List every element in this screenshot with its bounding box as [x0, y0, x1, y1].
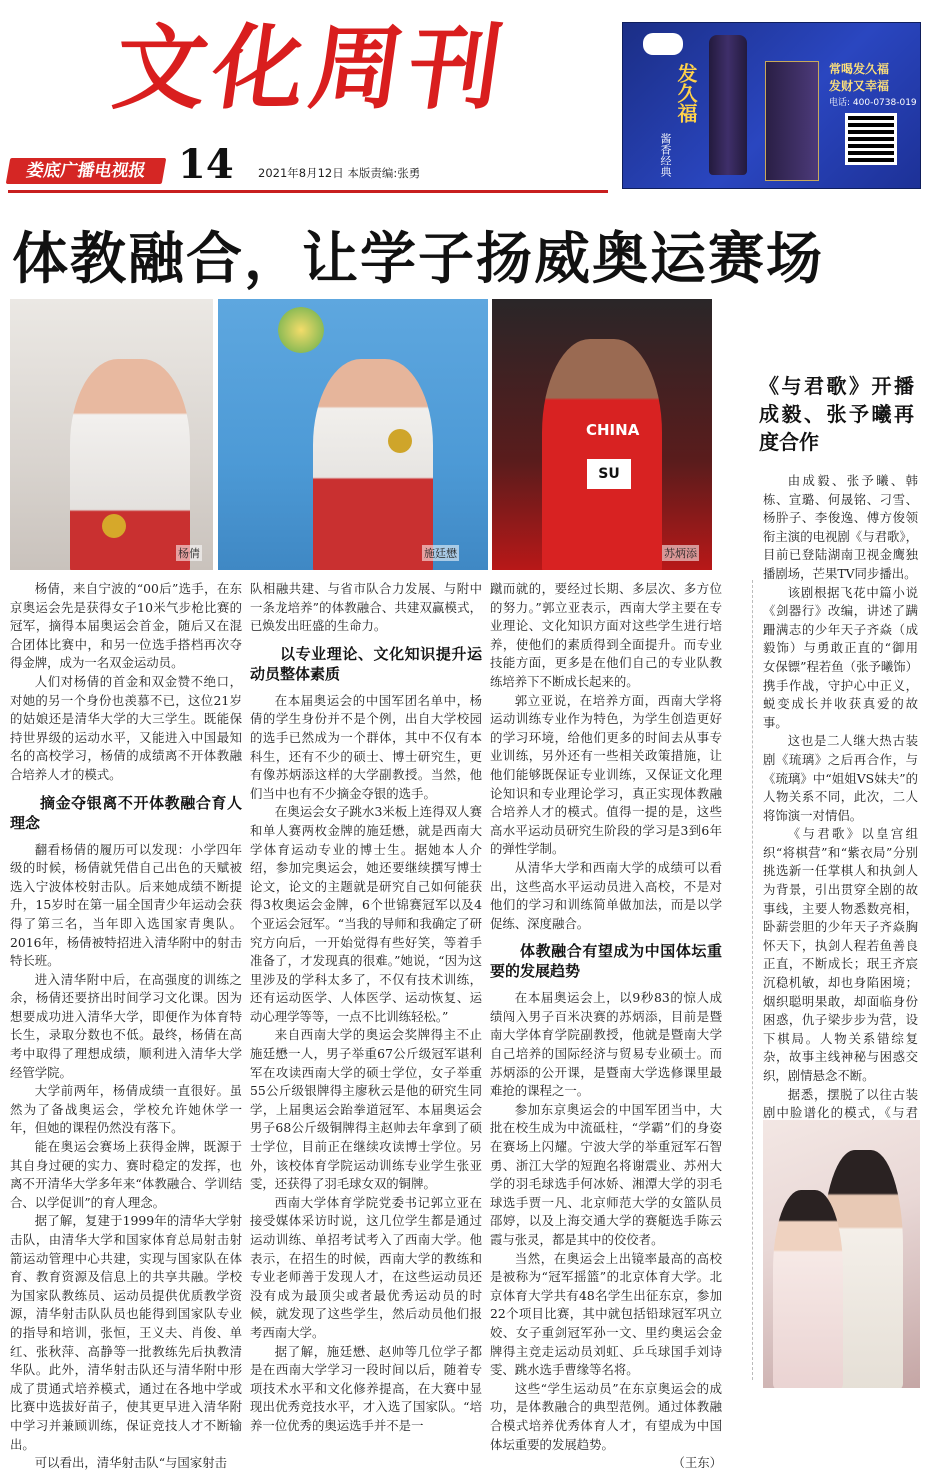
paragraph: 来自西南大学的奥运会奖牌得主不止施廷懋一人，男子举重67公斤级冠军谌利军在攻读西南大学的硕士学位，女子举重55公斤级银牌得主廖秋云是他的研究生同学，上届奥运会跆拳道冠军、本届奥运会男子68公斤级铜牌得主赵帅去年拿到了硕士学位，目前正在继续攻读博士学位。另外，该校体育学院运动训练专业学生张亚雯，还获得了羽毛球女双的铜牌。: [250, 1027, 482, 1192]
side-article-title: 《与君歌》开播 成毅、张予曦再度合作: [759, 374, 914, 454]
paragraph: 在奥运会女子跳水3米板上连得双人赛和单人赛两枚金牌的施廷懋，就是西南大学体育运动专业的博士生。据她本人介绍，参加完奥运会，她还要继续撰写博士论文，论文的主题就是研究自己如何能获得3枚奥运会金牌，6个世锦赛冠军以及4个亚运会冠军。“当我的导师和我确定了研究方向后，一开始觉得有些好笑，等着手准备了，才发现真的很难。”她说，“因为这里涉及的学科太多了，不仅有技术训练，还有运动医学、人体医学、运动恢复、运动心理学等等，一点不比训练轻松。”: [250, 804, 482, 1024]
paragraph: 该剧根据飞花中篇小说《剑器行》改编，讲述了蹒跚满志的少年天子齐焱（成毅饰）与勇敢正直的“御用女保镖”程若鱼（张予曦饰）携手作战，守护心中正义，蜕变成长并收获真爱的故事。: [763, 584, 919, 730]
section-heading-text: 体教融合有望成为中国体坛重要的发展趋势: [490, 942, 722, 981]
athlete-figure-icon: [70, 359, 190, 570]
photo-su-bingtian: [492, 299, 712, 570]
article-column-2: [250, 580, 482, 1436]
paragraph: 能在奥运会赛场上获得金牌，既源于其自身过硬的实力、赛时稳定的发挥，也离不开清华大学多年来“体教融合、学训结合、以学促训”的育人理念。: [10, 1139, 242, 1210]
athlete-figure-icon: [313, 359, 433, 570]
paragraph: 从清华大学和西南大学的成绩可以看出，这些高水平运动员进入高校，不是对他们的学习和训练简单做加法，而是以学促练、深度融合。: [490, 859, 722, 931]
ad-sub: 酱香经典: [659, 133, 672, 177]
paragraph: 当然，在奥运会上出镜率最高的高校是被称为“冠军摇篮”的北京体育大学。北京体育大学共有48名学生出征东京，参加22个项目比赛，其中就包括铅球冠军巩立姣、女子重剑冠军孙一文、里约奥运会金牌得主竞走运动员刘虹、乒乓球国手刘诗雯、跳水选手曹缘等名将。: [490, 1250, 722, 1378]
column-divider: [752, 580, 753, 1380]
section-heading: [10, 793, 242, 833]
article-column-1: [10, 580, 242, 1473]
photo-caption-1: 杨倩: [178, 547, 200, 560]
bib-number: SU: [587, 459, 631, 489]
ad-brand: 发久福: [674, 63, 698, 123]
paragraph: 郭立亚说，在培养方面，西南大学将运动训练专业作为特色，为学生创造更好的学习环境，给他们更多的时间去从事专业训练，另外还有一些相关政策措施，让他们能够既保证专业训练，又保证文化理论知识和专业理论学习，真正实现体教融合培养人才的模式。值得一提的是，这些高水平运动员研究生阶段的学习是3到6年的弹性学制。: [490, 692, 722, 857]
ad-phone: 电话: 400-0738-019: [829, 98, 917, 108]
masthead-title: 文化周刊: [107, 15, 515, 122]
medal-icon: [102, 514, 126, 538]
paragraph: 《与君歌》以皇宫组织“将棋营”和“紫衣局”分别挑选新一任掌棋人和执剑人为背景，引出贯穿全剧的故事线，主要人物悉数亮相，卧薪尝胆的少年天子齐焱胸怀天下，执剑人程若鱼善良正直，不断成长；珉王齐宸沉稳机敏，却也身陷困境；烟织聪明果敢，却面临身份困惑，仇子梁步步为营，设下棋局。人物关系错综复杂，故事主线神秘与困惑交织，剧情悬念不断。: [763, 826, 918, 1083]
drama-still-photo: [763, 1120, 920, 1388]
paragraph: 参加东京奥运会的中国军团当中，大批在校生成为中流砥柱，“学霸”们的身姿在赛场上闪耀。宁波大学的举重冠军石智勇、浙江大学的短跑名将谢震业、苏州大学的羽毛球选手何冰娇、湘潭大学的羽毛球选手贾一凡、北京师范大学的女篮队员邵婷，以及上海交通大学的赛艇选手陈云霞与张灵，都是其中的佼佼者。: [490, 1101, 722, 1247]
paragraph: 蹴而就的，要经过长期、多层次、多方位的努力。”郭立亚表示，西南大学主要在专业理论、文化知识方面对这些学生进行培养，使他们的素质得到全面提升。而专业技能方面，更多是在他们自己的专业队教练培养下不断成长起来的。: [490, 581, 722, 689]
paragraph: 据了解，施廷懋、赵帅等几位学子都是在西南大学学习一段时间以后，随着专项技术水平和文化修养提高，在大赛中显现出优秀竞技水平，才入选了国家队。“培养一位优秀的奥运选手并不是一: [250, 1343, 482, 1433]
paragraph: 据了解，复建于1999年的清华大学射击队，由清华大学和国家体育总局射击射箭运动管理中心共建，实现与国家队在体育、教育资源及信息上的共享共融。学校为国家队教练员、运动员提供优质教学资源，清华射击队队员也能得到国家队专业的指导和培训，张恒，王义夫、肖俊、单红、张秋萍、高静等一批教练先后执教清华队。此外，清华射击队还与清华附中形成了贯通式培养模式，通过在各地中学或比赛中选拔好苗子，使其更早进入清华附中学习并兼顾训练，保证竞技人才不断输出。: [10, 1213, 242, 1452]
side-article: [759, 372, 919, 1197]
section-heading-text: 以专业理论、文化知识提升运动员整体素质: [250, 644, 482, 683]
paper-name: 娄底广播电视报: [6, 158, 167, 184]
paragraph: 杨倩，来自宁波的“00后”选手，在东京奥运会先是获得女子10米气步枪比赛的冠军，摘得本届奥运会首金，随后又在混合团体比赛中，和另一位选手搭档再次夺得金牌，成为一名双金运动员。: [10, 581, 242, 671]
bottle-icon: [709, 35, 747, 175]
photo-shi-tingmao: [218, 299, 488, 570]
paragraph: 进入清华附中后，在高强度的训练之余，杨倩还要挤出时间学习文化课。因为想要成功进入清华大学，即便作为体育特长生，录取分数也不低。最终，杨倩在高考中取得了理想成绩，顺利进入清华大学经管学院。: [10, 971, 242, 1080]
paragraph: 据悉，摆脱了以往古装剧中脸谱化的模式，《与君: [763, 1086, 918, 1121]
section-heading: [490, 941, 722, 981]
medal-icon: [388, 429, 412, 453]
photo-caption-2: 施廷懋: [424, 547, 457, 560]
masthead-rule: [8, 190, 608, 193]
section-heading: [250, 644, 482, 684]
paragraph: 翻看杨倩的履历可以发现：小学四年级的时候，杨倩就凭借自己出色的天赋被选入宁波体校射击队。后来她成绩不断提升，15岁时在第一届全国青少年运动会获得了第三名，当年即入选国家青奥队。2016年，杨倩被特招进入清华附中的射击特长班。: [10, 841, 242, 969]
article-column-3: [490, 580, 722, 1473]
ad-slogan-line-2: 发财又幸福: [829, 79, 890, 93]
athlete-figure-icon: [542, 339, 662, 570]
paragraph: 这些“学生运动员”在东京奥运会的成功，是体教融合的典型范例。通过体教融合模式培养优秀体育人才，有望成为中国体坛重要的发展趋势。: [490, 1380, 722, 1452]
liquor-advertisement: [622, 22, 921, 189]
paragraph: 在本届奥运会上，以9秒83的惊人成绩闯入男子百米决赛的苏炳添，目前是暨南大学体育学院副教授，他就是暨南大学自己培养的国际经济与贸易专业硕士。而苏炳添的公开课，是暨南大学选修课里最难抢的课程之一。: [490, 990, 722, 1099]
paragraph: 西南大学体育学院党委书记郭立亚在接受媒体采访时说，这几位学生都是通过运动训练、单招考试考入了西南大学。他表示，在招生的时候，西南大学的教练和专业老师善于发现人才，在这些运动员还没有成为最顶尖或者最优秀运动员的时候，就发现了这些学生，然后动员他们报考西南大学。: [250, 1194, 482, 1340]
photo-caption-3: 苏炳添: [664, 547, 697, 560]
paragraph: 在本届奥运会的中国军团名单中，杨倩的学生身份并不是个例，出自大学校园的选手已然成为一个群体，其中不仅有本科生，还有不少的硕士、博士研究生，更有像苏炳添这样的大学副教授。当然，他们当中也有不少摘金夺银的选手。: [250, 692, 482, 801]
ad-slogan: [829, 61, 915, 95]
section-heading-text: 摘金夺银离不开体教融合育人理念: [10, 793, 242, 832]
ad-slogan-line-1: 常喝发久福: [829, 62, 890, 76]
paragraph: 由成毅、张予曦、韩栋、宣璐、何晟铭、刁雪、杨肸子、李俊逸、傅方俊领衔主演的电视剧《与君歌》，目前已登陆湖南卫视金鹰独播剧场，芒果TV同步播出。: [763, 473, 918, 581]
paragraph: 可以看出，清华射击队“与国家射击: [34, 1455, 227, 1471]
paragraph: 人们对杨倩的首金和双金赞不绝口，对她的另一个身份也羡慕不已，这位21岁的姑娘还是清华大学的大三学生。既能保持世界级的运动水平，又能进入中国最知名的高校学习，杨倩的成绩离不开体教融合培养人才的模式。: [10, 673, 242, 782]
headline: 体教融合，让学子扬威奥运赛场: [12, 227, 824, 292]
actress-figure-icon: [773, 1190, 843, 1388]
paragraph: 大学前两年，杨倩成绩一直很好。虽然为了备战奥运会，学校允许她休学一年，但她的课程仍然没有落下。: [10, 1083, 242, 1136]
gift-box-icon: [765, 61, 819, 181]
photo-yang-qian: [10, 299, 213, 570]
jersey-text: CHINA: [586, 421, 640, 439]
date-editor-line: 2021年8月12日 本版责编:张勇: [258, 166, 421, 180]
qr-code-icon: [845, 113, 897, 165]
paragraph: 队相融共建、与省市队合力发展、与附中一条龙培养”的体教融合、共建双赢模式，已焕发出旺盛的生命力。: [250, 581, 482, 634]
author-signature: （王东）: [672, 1455, 722, 1471]
flowers-icon: [278, 307, 324, 353]
page-number: 14: [178, 141, 234, 188]
paragraph: 这也是二人继大热古装剧《琉璃》之后再合作，与《琉璃》中“姐姐VS妹夫”的人物关系不同，此次，二人将饰演一对情侣。: [763, 733, 918, 823]
ad-logo-icon: [643, 33, 683, 55]
